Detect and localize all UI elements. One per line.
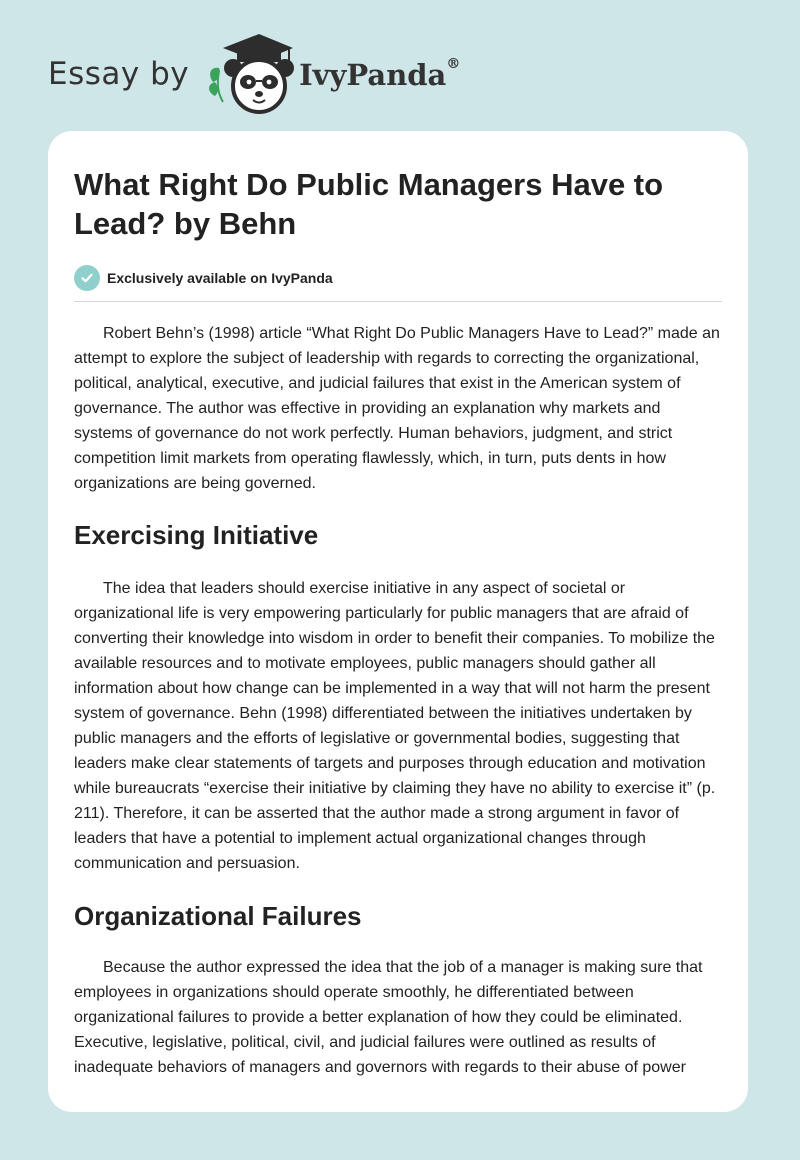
exclusive-badge	[74, 265, 722, 291]
section-heading-organizational-failures: Organizational Failures	[74, 901, 362, 931]
site-brand[interactable]	[48, 30, 460, 116]
section-paragraph-exercising-initiative: The idea that leaders should exercise initiative in any aspect of societal or organizational life is very empowering particularly for public managers that are afraid of converting their knowledge into wisdom in order to benefit their companies. To mobilize the available resources and to motivate employees, public managers should gather all information about how change can be implemented in a way that will not harm the present system of governance. Behn (1998) differentiated between the initiatives undertaken by public managers and the efforts of legislative or governmental bodies, suggesting that leaders make clear statements of targets and purposes through education and motivation while bureaucrats “exercise their initiative by claiming they have no ability to exercise it” (p. 211). Therefore, it can be asserted that the author made a strong argument in favor of leaders that have a potential to implement actual organizational changes through communication and persuasion.	[74, 580, 716, 872]
brand-name: IvyPanda®	[299, 56, 461, 92]
article-title: What Right Do Public Managers Have to Lead? by Behn	[74, 167, 664, 241]
checkmark-icon	[74, 265, 100, 291]
intro-paragraph: Robert Behn’s (1998) article “What Right Do Public Managers Have to Lead?” made an attempt to explore the subject of leadership with regards to correcting the organizational, political, analytical, executive, and judicial failures that exist in the American system of governance. The author was effective in providing an explanation why markets and systems of governance do not work perfectly. Human behaviors, judgment, and strict competition limit markets from operating flawlessly, which, in turn, puts dents in how organizations are being governed.	[74, 325, 720, 492]
brand-prefix: Essay by	[48, 56, 190, 92]
section-heading-exercising-initiative: Exercising Initiative	[74, 520, 319, 550]
section-paragraph-organizational-failures: Because the author expressed the idea that the job of a manager is making sure that employees in organizations should operate smoothly, he differentiated between organizational failures to provide a better explanation of how they could be eliminated. Executive, legislative, political, civil, and judicial failures were outlined as results of inadequate behaviors of managers and governors with regards to their abuse of power	[74, 959, 703, 1076]
divider	[74, 301, 722, 302]
article-card	[48, 131, 748, 1112]
exclusive-label: Exclusively available on IvyPanda	[107, 270, 333, 286]
panda-logo-icon	[203, 30, 295, 116]
